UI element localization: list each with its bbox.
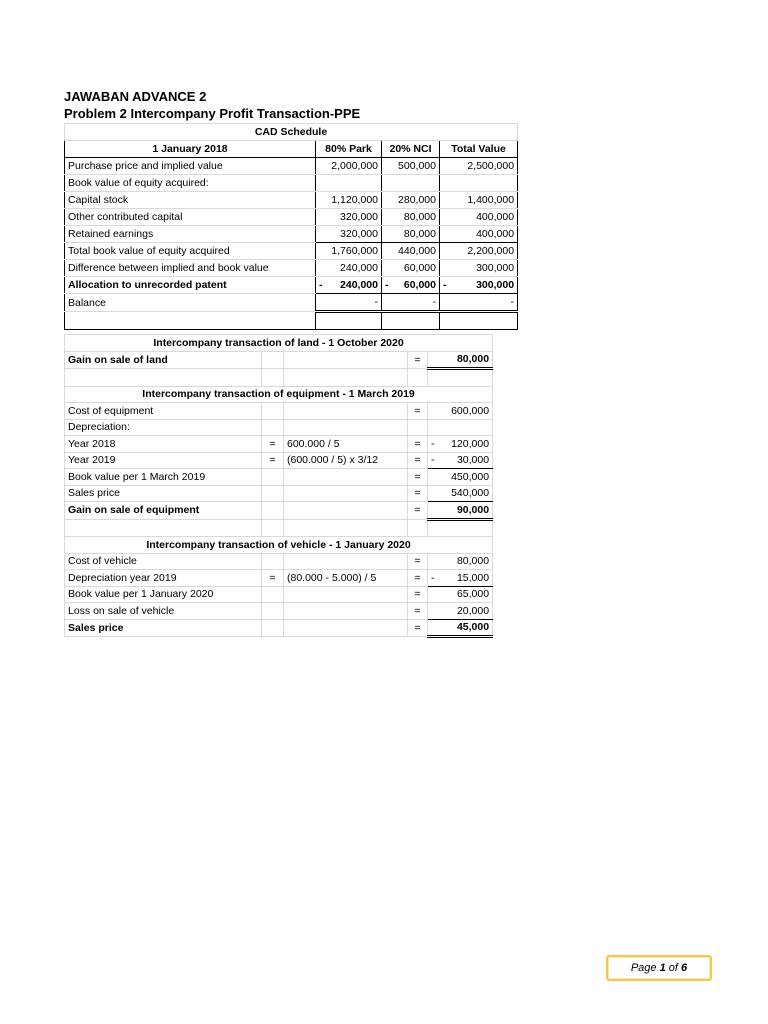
table-row	[65, 403, 493, 420]
land-gain-value: 80,000	[428, 351, 493, 369]
empty-cell	[262, 351, 284, 369]
vehicle-sp-label: Sales price	[65, 619, 262, 637]
table-row	[65, 277, 518, 294]
cell-nci: 80,000	[382, 226, 440, 243]
equipment-cost-value: 600,000	[428, 403, 493, 420]
table-row	[65, 485, 493, 502]
spacer-row	[65, 369, 493, 387]
table-row	[65, 312, 518, 330]
cell-park: 320,000	[316, 209, 382, 226]
cell-total: 400,000	[440, 226, 518, 243]
vehicle-dep-cell	[428, 570, 493, 587]
vehicle-dep-value: 15,000	[456, 571, 490, 584]
equals-sign: =	[408, 586, 428, 603]
table-row	[65, 226, 518, 243]
cell-total: 2,500,000	[440, 158, 518, 175]
document-subtitle: Problem 2 Intercompany Profit Transaction-PPE	[64, 106, 361, 121]
equals-sign: =	[408, 469, 428, 486]
equipment-y2018-label: Year 2018	[65, 436, 262, 453]
equipment-y2019-label: Year 2019	[65, 452, 262, 469]
table-row	[65, 158, 518, 175]
minus-sign: -	[443, 279, 447, 291]
cad-header-nci: 20% NCI	[382, 141, 440, 158]
cell-total: -	[440, 294, 518, 312]
cad-schedule-table	[64, 123, 518, 330]
empty-cell	[382, 312, 440, 330]
equipment-cost-label: Cost of equipment	[65, 403, 262, 420]
cell-park: -	[316, 294, 382, 312]
table-row	[65, 469, 493, 486]
land-section-title: Intercompany transaction of land - 1 October 2020	[65, 335, 493, 352]
equipment-y2019-formula: (600.000 / 5) x 3/12	[284, 452, 408, 469]
cell-nci: 280,000	[382, 192, 440, 209]
equipment-y2018-cell	[428, 436, 493, 453]
cad-caption-row	[65, 124, 518, 141]
page-total: 6	[681, 962, 688, 974]
cell-value: 60,000	[403, 279, 436, 291]
vehicle-section-title: Intercompany transaction of vehicle - 1 January 2020	[65, 537, 493, 554]
cell-total	[440, 175, 518, 192]
equipment-y2018-value: 120,000	[451, 437, 490, 450]
spacer-row	[65, 519, 493, 537]
equals-sign: =	[408, 570, 428, 587]
section-title-row	[65, 537, 493, 554]
equipment-gain-value: 90,000	[428, 502, 493, 520]
cell-value: 240,000	[340, 279, 378, 291]
cad-header-date: 1 January 2018	[65, 141, 316, 158]
vehicle-cost-label: Cost of vehicle	[65, 553, 262, 570]
page-current: 1	[659, 962, 666, 974]
equals-sign: =	[408, 619, 428, 637]
table-row	[65, 436, 493, 453]
vehicle-dep-label: Depreciation year 2019	[65, 570, 262, 587]
equipment-y2018-formula: 600.000 / 5	[284, 436, 408, 453]
table-row	[65, 603, 493, 620]
cad-caption: CAD Schedule	[65, 124, 518, 141]
intercompany-transactions-table	[64, 334, 493, 638]
cell-nci: 440,000	[382, 243, 440, 260]
cad-header-row	[65, 141, 518, 158]
equipment-section-title: Intercompany transaction of equipment - 1 March 2019	[65, 386, 493, 403]
table-row	[65, 351, 493, 369]
land-gain-label: Gain on sale of land	[65, 351, 262, 369]
equals-sign: =	[408, 502, 428, 520]
table-row	[65, 294, 518, 312]
cell-park	[316, 175, 382, 192]
row-label: Balance	[65, 294, 316, 312]
of-word: of	[668, 962, 678, 974]
section-title-row	[65, 386, 493, 403]
vehicle-dep-formula: (80.000 - 5.000) / 5	[284, 570, 408, 587]
cell-total	[440, 277, 518, 294]
minus-sign: -	[319, 279, 323, 291]
cell-nci: 60,000	[382, 260, 440, 277]
cell-total: 2,200,000	[440, 243, 518, 260]
equipment-gain-label: Gain on sale of equipment	[65, 502, 262, 520]
minus-sign: -	[431, 571, 435, 584]
vehicle-bv-label: Book value per 1 January 2020	[65, 586, 262, 603]
table-row	[65, 619, 493, 637]
equals-sign: =	[262, 452, 284, 469]
cell-nci: 500,000	[382, 158, 440, 175]
equipment-bv-label: Book value per 1 March 2019	[65, 469, 262, 486]
empty-cell	[316, 312, 382, 330]
page-number-box	[606, 955, 712, 981]
row-label: Retained earnings	[65, 226, 316, 243]
cell-park: 240,000	[316, 260, 382, 277]
cad-header-park: 80% Park	[316, 141, 382, 158]
vehicle-bv-value: 65,000	[428, 586, 493, 603]
table-row	[65, 419, 493, 436]
cell-total: 400,000	[440, 209, 518, 226]
minus-sign: -	[431, 437, 435, 450]
minus-sign: -	[431, 454, 435, 467]
vehicle-cost-value: 80,000	[428, 553, 493, 570]
row-label: Difference between implied and book value	[65, 260, 316, 277]
table-row	[65, 243, 518, 260]
row-label: Total book value of equity acquired	[65, 243, 316, 260]
cell-park	[316, 277, 382, 294]
equals-sign: =	[408, 436, 428, 453]
row-label: Allocation to unrecorded patent	[65, 277, 316, 294]
table-row	[65, 175, 518, 192]
equals-sign: =	[262, 570, 284, 587]
empty-cell	[440, 312, 518, 330]
cell-total: 300,000	[440, 260, 518, 277]
empty-cell	[65, 312, 316, 330]
document-title: JAWABAN ADVANCE 2	[64, 89, 207, 104]
cell-value: 300,000	[476, 279, 515, 291]
table-row	[65, 192, 518, 209]
page-word: Page	[630, 962, 657, 974]
equipment-y2019-value: 30,000	[456, 454, 490, 467]
row-label: Purchase price and implied value	[65, 158, 316, 175]
cell-total: 1,400,000	[440, 192, 518, 209]
equals-sign: =	[262, 436, 284, 453]
row-label: Book value of equity acquired:	[65, 175, 316, 192]
equals-sign: =	[408, 351, 428, 369]
table-row	[65, 452, 493, 469]
empty-cell	[284, 351, 408, 369]
table-row	[65, 586, 493, 603]
equals-sign: =	[408, 485, 428, 502]
cell-park: 1,120,000	[316, 192, 382, 209]
equals-sign: =	[408, 452, 428, 469]
table-row	[65, 502, 493, 520]
row-label: Capital stock	[65, 192, 316, 209]
cell-nci	[382, 175, 440, 192]
equals-sign: =	[408, 403, 428, 420]
equipment-dep-label: Depreciation:	[65, 419, 262, 436]
cell-nci: -	[382, 294, 440, 312]
table-row	[65, 209, 518, 226]
table-row	[65, 553, 493, 570]
cell-park: 2,000,000	[316, 158, 382, 175]
cell-park: 1,760,000	[316, 243, 382, 260]
cell-nci: 80,000	[382, 209, 440, 226]
vehicle-loss-label: Loss on sale of vehicle	[65, 603, 262, 620]
section-title-row	[65, 335, 493, 352]
table-row	[65, 260, 518, 277]
minus-sign: -	[385, 279, 389, 291]
table-row	[65, 570, 493, 587]
vehicle-loss-value: 20,000	[428, 603, 493, 620]
row-label: Other contributed capital	[65, 209, 316, 226]
vehicle-sp-value: 45,000	[428, 619, 493, 637]
equals-sign: =	[408, 603, 428, 620]
equipment-sp-value: 540,000	[428, 485, 493, 502]
equals-sign: =	[408, 553, 428, 570]
equipment-y2019-cell	[428, 452, 493, 469]
cell-nci	[382, 277, 440, 294]
equipment-bv-value: 450,000	[428, 469, 493, 486]
cad-header-total: Total Value	[440, 141, 518, 158]
cell-park: 320,000	[316, 226, 382, 243]
equipment-sp-label: Sales price	[65, 485, 262, 502]
